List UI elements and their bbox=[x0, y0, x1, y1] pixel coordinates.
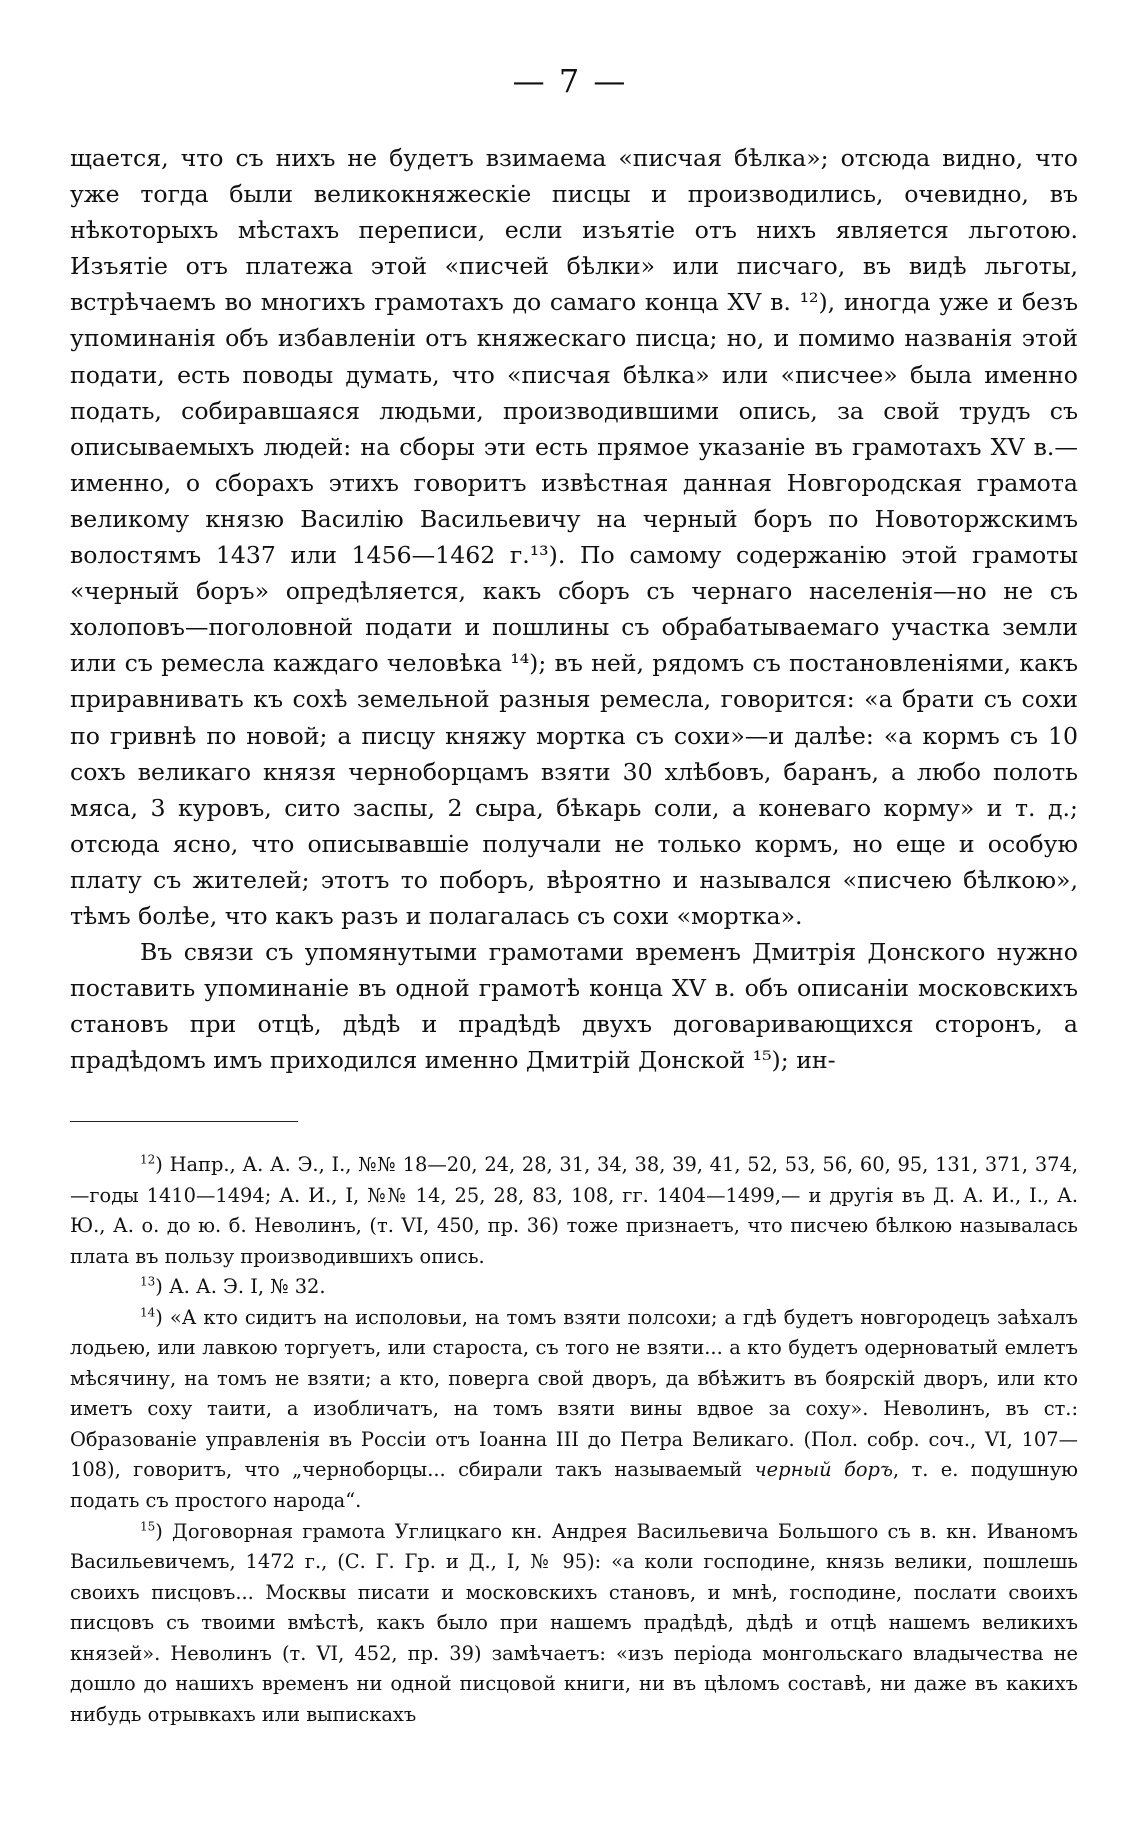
footnote-12-mark: 12 bbox=[140, 1152, 156, 1167]
footnote-separator bbox=[70, 1121, 298, 1122]
page-number: — 7 — bbox=[512, 62, 628, 100]
footnote-15-text: ) Договорная грамота Углицкаго кн. Андрея Васильевича Большого съ в. кн. Иваномъ Васильевичемъ, 1472 г., (С. Г. Гр. и Д., I, № 95): «а коли господине, князь велики, пошлешь своихъ писцовъ... Москвы писати и московскихъ становъ, и мнѣ, господине, послати своихъ писцовъ съ твоими вмѣстѣ, какъ было при нашемъ прадѣдѣ, дѣдѣ и отцѣ нашемъ великихъ князей». Неволинъ (т. VI, 452, пр. 39) замѣчаетъ: «изъ періода монгольскаго владычества не дошло до нашихъ временъ ни одной писцовой книги, ни въ цѣломъ составѣ, ни даже въ какихъ нибудь отрывкахъ или выпискахъ bbox=[70, 1519, 1078, 1726]
footnote-12-text: ) Напр., А. А. Э., I., №№ 18—20, 24, 28, 31, 34, 38, 39, 41, 52, 53, 56, 60, 95, 131, 371, 374,—годы 1410—1494; А. И., I, №№ 14, 25, 28, 83, 108, гг. 1404—1499,— и другія въ Д. А. И., I., А. Ю., А. о. до ю. б. Неволинъ, (т. VI, 450, пр. 36) тоже признаетъ, что писчею бѣлкою называлась плата въ пользу производившихъ опись. bbox=[70, 1153, 1078, 1268]
footnote-14-mark: 14 bbox=[140, 1305, 156, 1320]
paragraph-2: Въ связи съ упомянутыми грамотами временъ Дмитрія Донского нужно поставить упоминаніе въ одной грамотѣ конца XV в. объ описаніи московскихъ становъ при отцѣ, дѣдѣ и прадѣдѣ двухъ договаривающихся сторонъ, а прадѣдомъ имъ приходился именно Дмитрій Донской ¹⁵); ин- bbox=[70, 938, 1078, 1075]
footnote-14-text-after: , т. е. подушную подать съ простого народа“. bbox=[70, 1458, 1079, 1513]
footnote-14-italic: черный боръ bbox=[754, 1458, 893, 1482]
footnotes bbox=[70, 1150, 1078, 1730]
footnote-13-text: ) А. А. Э. I, № 32. bbox=[155, 1275, 326, 1299]
footnote-14-text-before: ) «А кто сидитъ на исполовьи, на томъ взяти полсохи; а гдѣ будетъ новгородецъ заѣхалъ лодьею, или лавкою торгуетъ, или староста, съ того не взяти... а кто будетъ одерноватый емлетъ мѣсячину, на томъ не взяти; а кто, поверга свой дворъ, да вбѣжитъ въ боярскій дворъ, или кто иметъ соху таити, а изобличатъ, на томъ взяти вины вдвое за соху». Неволинъ, въ ст.: Образованіе управленія въ Россіи отъ Іоанна III до Петра Великаго. (Пол. собр. соч., VI, 107—108), говоритъ, что „черноборцы... сбирали такъ называемый bbox=[70, 1305, 1078, 1482]
footnote-15-mark: 15 bbox=[140, 1519, 156, 1534]
footnote-15 bbox=[70, 1517, 1078, 1731]
paragraph-1: щается, что съ нихъ не будетъ взимаема «писчая бѣлка»; отсюда видно, что уже тогда были великокняжескіе писцы и производились, очевидно, въ нѣкоторыхъ мѣстахъ переписи, если изъятіе отъ нихъ является льготою. Изъятіе отъ платежа этой «писчей бѣлки» или писчаго, въ видѣ льготы, встрѣчаемъ во многихъ грамотахъ до самаго конца XV в. ¹²), иногда уже и безъ упоминанія объ избавленіи отъ княжескаго писца; но, и помимо названія этой подати, есть поводы думать, что «писчая бѣлка» или «писчее» была именно подать, собиравшаяся людьми, производившими опись, за свой трудъ съ описываемыхъ людей: на сборы эти есть прямое указаніе въ грамотахъ XV в.— именно, о сборахъ этихъ говоритъ извѣстная данная Новгородская грамота великому князю Василію Васильевичу на черный боръ по Новоторжскимъ волостямъ 1437 или 1456—1462 г.¹³). По самому содержанію этой грамоты «черный боръ» опредѣляется, какъ сборъ съ чернаго населенія—но не съ холоповъ—поголовной подати и пошлины съ обрабатываемаго участка земли или съ ремесла каждаго человѣка ¹⁴); въ ней, рядомъ съ постановленіями, какъ приравнивать къ сохѣ земельной разныя ремесла, говорится: «а брати съ сохи по гривнѣ по новой; а писцу княжу мортка съ сохи»—и далѣе: «а кормъ съ 10 сохъ великаго князя черноборцамъ взяти 30 хлѣбовъ, баранъ, а любо полоть мяса, 3 куровъ, сито заспы, 2 сыра, бѣкарь соли, а коневаго корму» и т. д.; отсюда ясно, что описывавшіе получали не только кормъ, но еще и особую плату съ жителей; этотъ то поборъ, вѣроятно и назывался «писчею бѣлкою», тѣмъ болѣе, что какъ разъ и полагалась съ сохи «мортка». bbox=[70, 144, 1078, 930]
footnote-13-mark: 13 bbox=[140, 1274, 156, 1289]
footnote-14 bbox=[70, 1303, 1078, 1517]
main-text bbox=[70, 140, 1078, 1078]
footnote-13 bbox=[70, 1272, 1078, 1303]
footnote-12 bbox=[70, 1150, 1078, 1272]
